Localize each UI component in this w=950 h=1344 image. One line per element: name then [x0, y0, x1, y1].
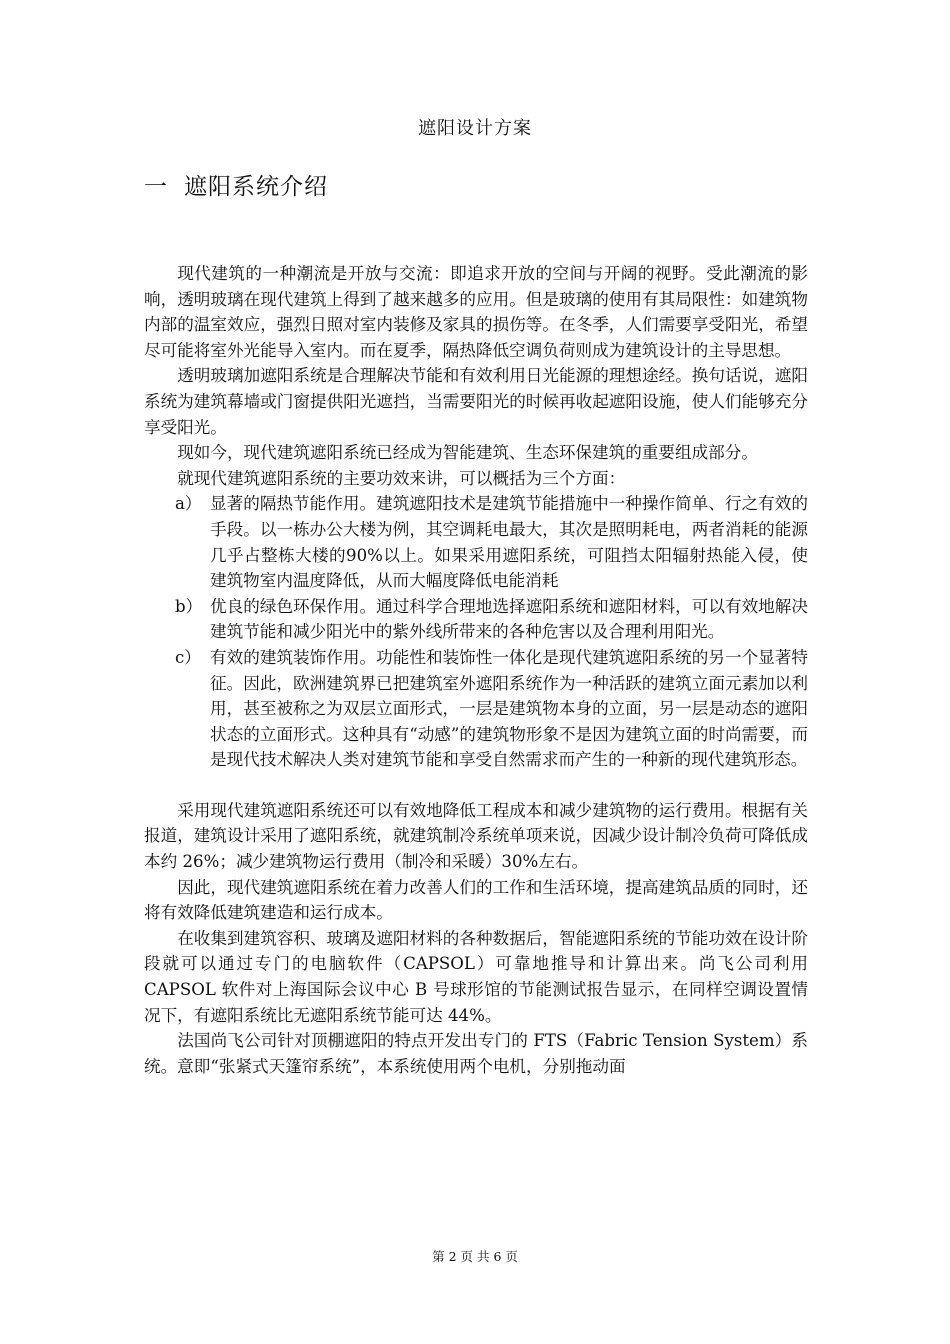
document-title: 遮阳设计方案 — [418, 118, 532, 139]
list-marker: a） — [175, 494, 202, 514]
list-item-text: 优良的绿色环保作用。通过科学合理地选择遮阳系统和遮阳材料，可以有效地解决建筑节能和减少阳光中的紫外线所带来的各种危害以及合理利用阳光。 — [210, 596, 808, 642]
page-footer: 第 2 页 共 6 页 — [432, 1249, 518, 1264]
paragraph: 法国尚飞公司针对顶棚遮阳的特点开发出专门的 FTS（Fabric Tension System）系统。意即“张紧式天篷帘系统”，本系统使用两个电机，分别拖动面 — [144, 1031, 808, 1076]
list-item-text: 有效的建筑装饰作用。功能性和装饰性一体化是现代建筑遮阳系统的另一个显著特征。因此，欧洲建筑界已把建筑室外遮阳系统作为一种活跃的建筑立面元素加以利用，甚至被称之为双层立面形式，一层是建筑物本身的立面，另一层是动态的遮阳状态的立面形式。这种具有“动感”的建筑物形象不是因为建筑立面的时尚需要，而是现代技术解决人类对建筑节能和享受自然需求而产生的一种新的现代建筑形态。 — [210, 647, 808, 770]
section-number: 一 — [144, 174, 168, 200]
paragraph: 现如今，现代建筑遮阳系统已经成为智能建筑、生态环保建筑的重要组成部分。 — [177, 443, 758, 463]
paragraph: 现代建筑的一种潮流是开放与交流：即追求开放的空间与开阔的视野。受此潮流的影响，透明玻璃在现代建筑上得到了越来越多的应用。但是玻璃的使用有其局限性：如建筑物内部的温室效应，强烈日照对室内装修及家具的损伤等。在冬季，人们需要享受阳光，希望尽可能将室外光能导入室内。而在夏季，隔热降低空调负荷则成为建筑设计的主导思想。 — [144, 264, 808, 360]
paragraph: 采用现代建筑遮阳系统还可以有效地降低工程成本和减少建筑物的运行费用。根据有关报道，建筑设计采用了遮阳系统，就建筑制冷系统单项来说，因减少设计制冷负荷可降低成本约 26%；减少建筑物运行费用（制冷和采暖）30%左右。 — [144, 800, 808, 872]
paragraph: 透明玻璃加遮阳系统是合理解决节能和有效利用日光能源的理想途经。换句话说，遮阳系统为建筑幕墙或门窗提供阳光遮挡，当需要阳光的时候再收起遮阳设施，使人们能够充分享受阳光。 — [144, 366, 808, 437]
paragraph: 因此，现代建筑遮阳系统在着力改善人们的工作和生活环境，提高建筑品质的同时，还将有效降低建筑建造和运行成本。 — [144, 877, 808, 923]
paragraph: 就现代建筑遮阳系统的主要功效来讲，可以概括为三个方面： — [177, 468, 626, 488]
section-heading — [144, 168, 328, 201]
list-item-text: 显著的隔热节能作用。建筑遮阳技术是建筑节能措施中一种操作简单、行之有效的手段。以一栋办公大楼为例，其空调耗电最大，其次是照明耗电，两者消耗的能源几乎占整栋大楼的90%以上。如果采用遮阳系统，可阻挡太阳辐射热能入侵，使建筑物室内温度降低，从而大幅度降低电能消耗 — [210, 494, 808, 591]
list-marker: c） — [175, 647, 201, 667]
list-item-c — [144, 645, 808, 773]
list-item-b — [144, 594, 808, 645]
list-item-a — [144, 491, 808, 593]
paragraph: 在收集到建筑容积、玻璃及遮阳材料的各种数据后，智能遮阳系统的节能功效在设计阶段就可以通过专门的电脑软件（CAPSOL）可靠地推导和计算出来。尚飞公司利用 CAPSOL 软件对上海国际会议中心 B 号球形馆的节能测试报告显示，在同样空调设置情况下，有遮阳系统比无遮阳系统节能可达 44%。 — [144, 928, 808, 1025]
paragraph-spacer — [144, 773, 808, 798]
document-body — [144, 261, 808, 1079]
list-marker: b） — [175, 596, 203, 616]
section-title: 遮阳系统介绍 — [184, 174, 328, 200]
